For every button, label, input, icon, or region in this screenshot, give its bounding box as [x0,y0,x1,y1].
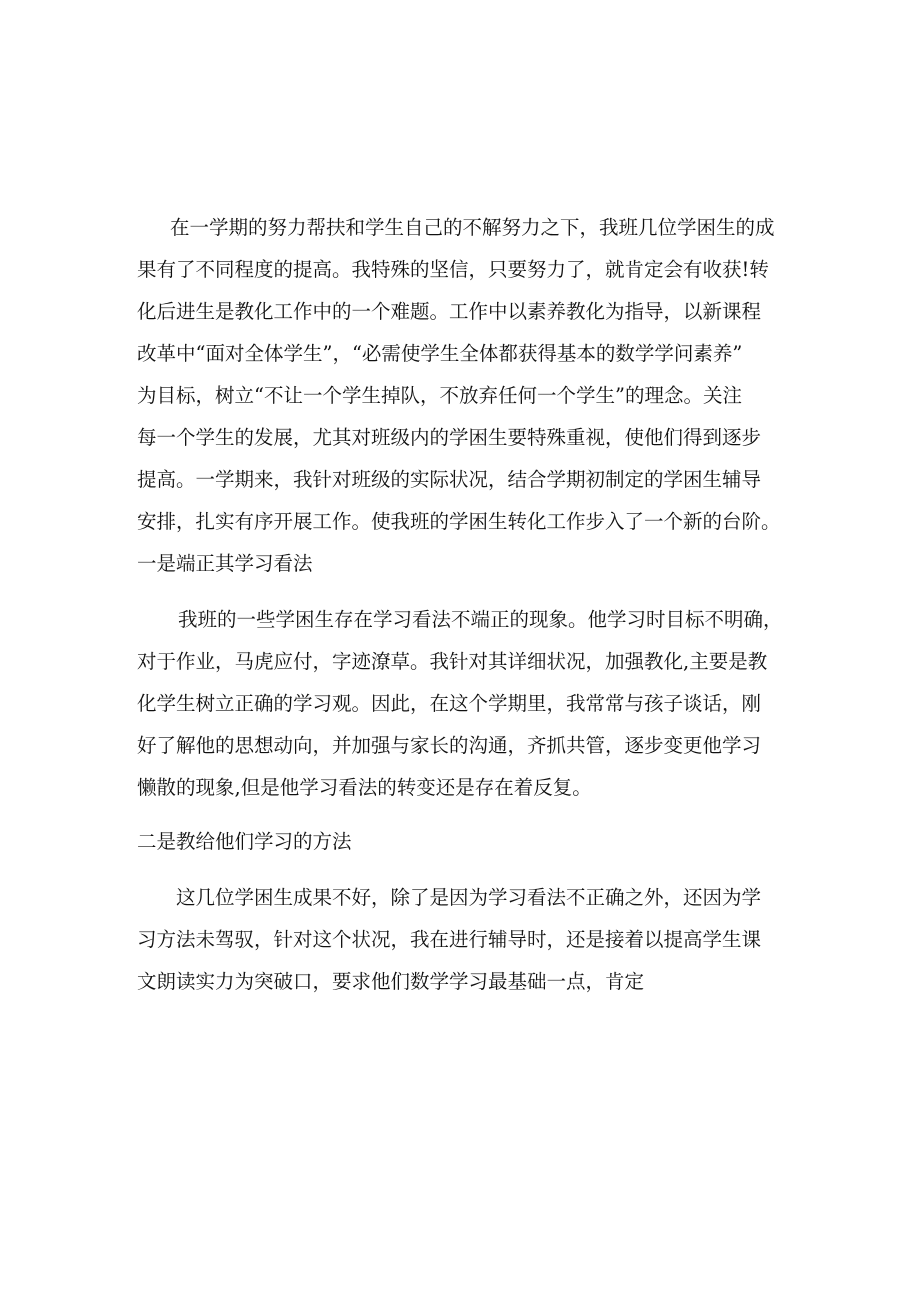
section-heading-2: 二是教给他们学习的方法 [137,830,352,853]
paragraph-1-line: 化后进生是教化工作中的一个难题。工作中以素养教化为指导，以新课程 [137,300,762,323]
paragraph-1-line: 每一个学生的发展，尤其对班级内的学困生要特殊重视，使他们得到逐步 [137,426,762,449]
paragraph-3-line: 习方法未驾驭，针对这个状况，我在进行辅导时，还是接着以提高学生课 [137,928,762,951]
paragraph-2-line: 懒散的现象,但是他学习看法的转变还是存在着反复。 [137,776,592,799]
paragraph-2-line: 化学生树立正确的学习观。因此，在这个学期里，我常常与孩子谈话，刚 [137,692,762,715]
paragraph-3-line: 文朗读实力为突破口，要求他们数学学习最基础一点，肯定 [137,970,645,993]
paragraph-3-line: 这几位学困生成果不好，除了是因为学习看法不正确之外，还因为学 [176,886,762,909]
paragraph-2-line: 我班的一些学困生存在学习看法不端正的现象。他学习时目标不明确， [178,608,783,631]
paragraph-2-line: 对于作业，马虎应付，字迹潦草。我针对其详细状况，加强教化,主要是教 [137,650,768,673]
paragraph-1-line: 为目标，树立“不让一个学生掉队，不放弃任何一个学生”的理念。关注 [137,384,742,407]
paragraph-1-line: 在一学期的努力帮扶和学生自己的不解努力之下，我班几位学困生的成 [170,216,775,239]
paragraph-1-line: 改革中“面对全体学生”，“必需使学生全体都获得基本的数学学问素养” [137,342,743,365]
paragraph-1-line: 提高。一学期来，我针对班级的实际状况，结合学期初制定的学困生辅导 [137,468,762,491]
paragraph-2-line: 好了解他的思想动向，并加强与家长的沟通，齐抓共管，逐步变更他学习 [137,734,762,757]
section-heading-1: 一是端正其学习看法 [137,552,313,575]
paragraph-1-line: 果有了不同程度的提高。我特殊的坚信，只要努力了，就肯定会有收获!转 [137,258,769,281]
paragraph-1-line: 安排，扎实有序开展工作。使我班的学困生转化工作步入了一个新的台阶。 [137,510,781,533]
